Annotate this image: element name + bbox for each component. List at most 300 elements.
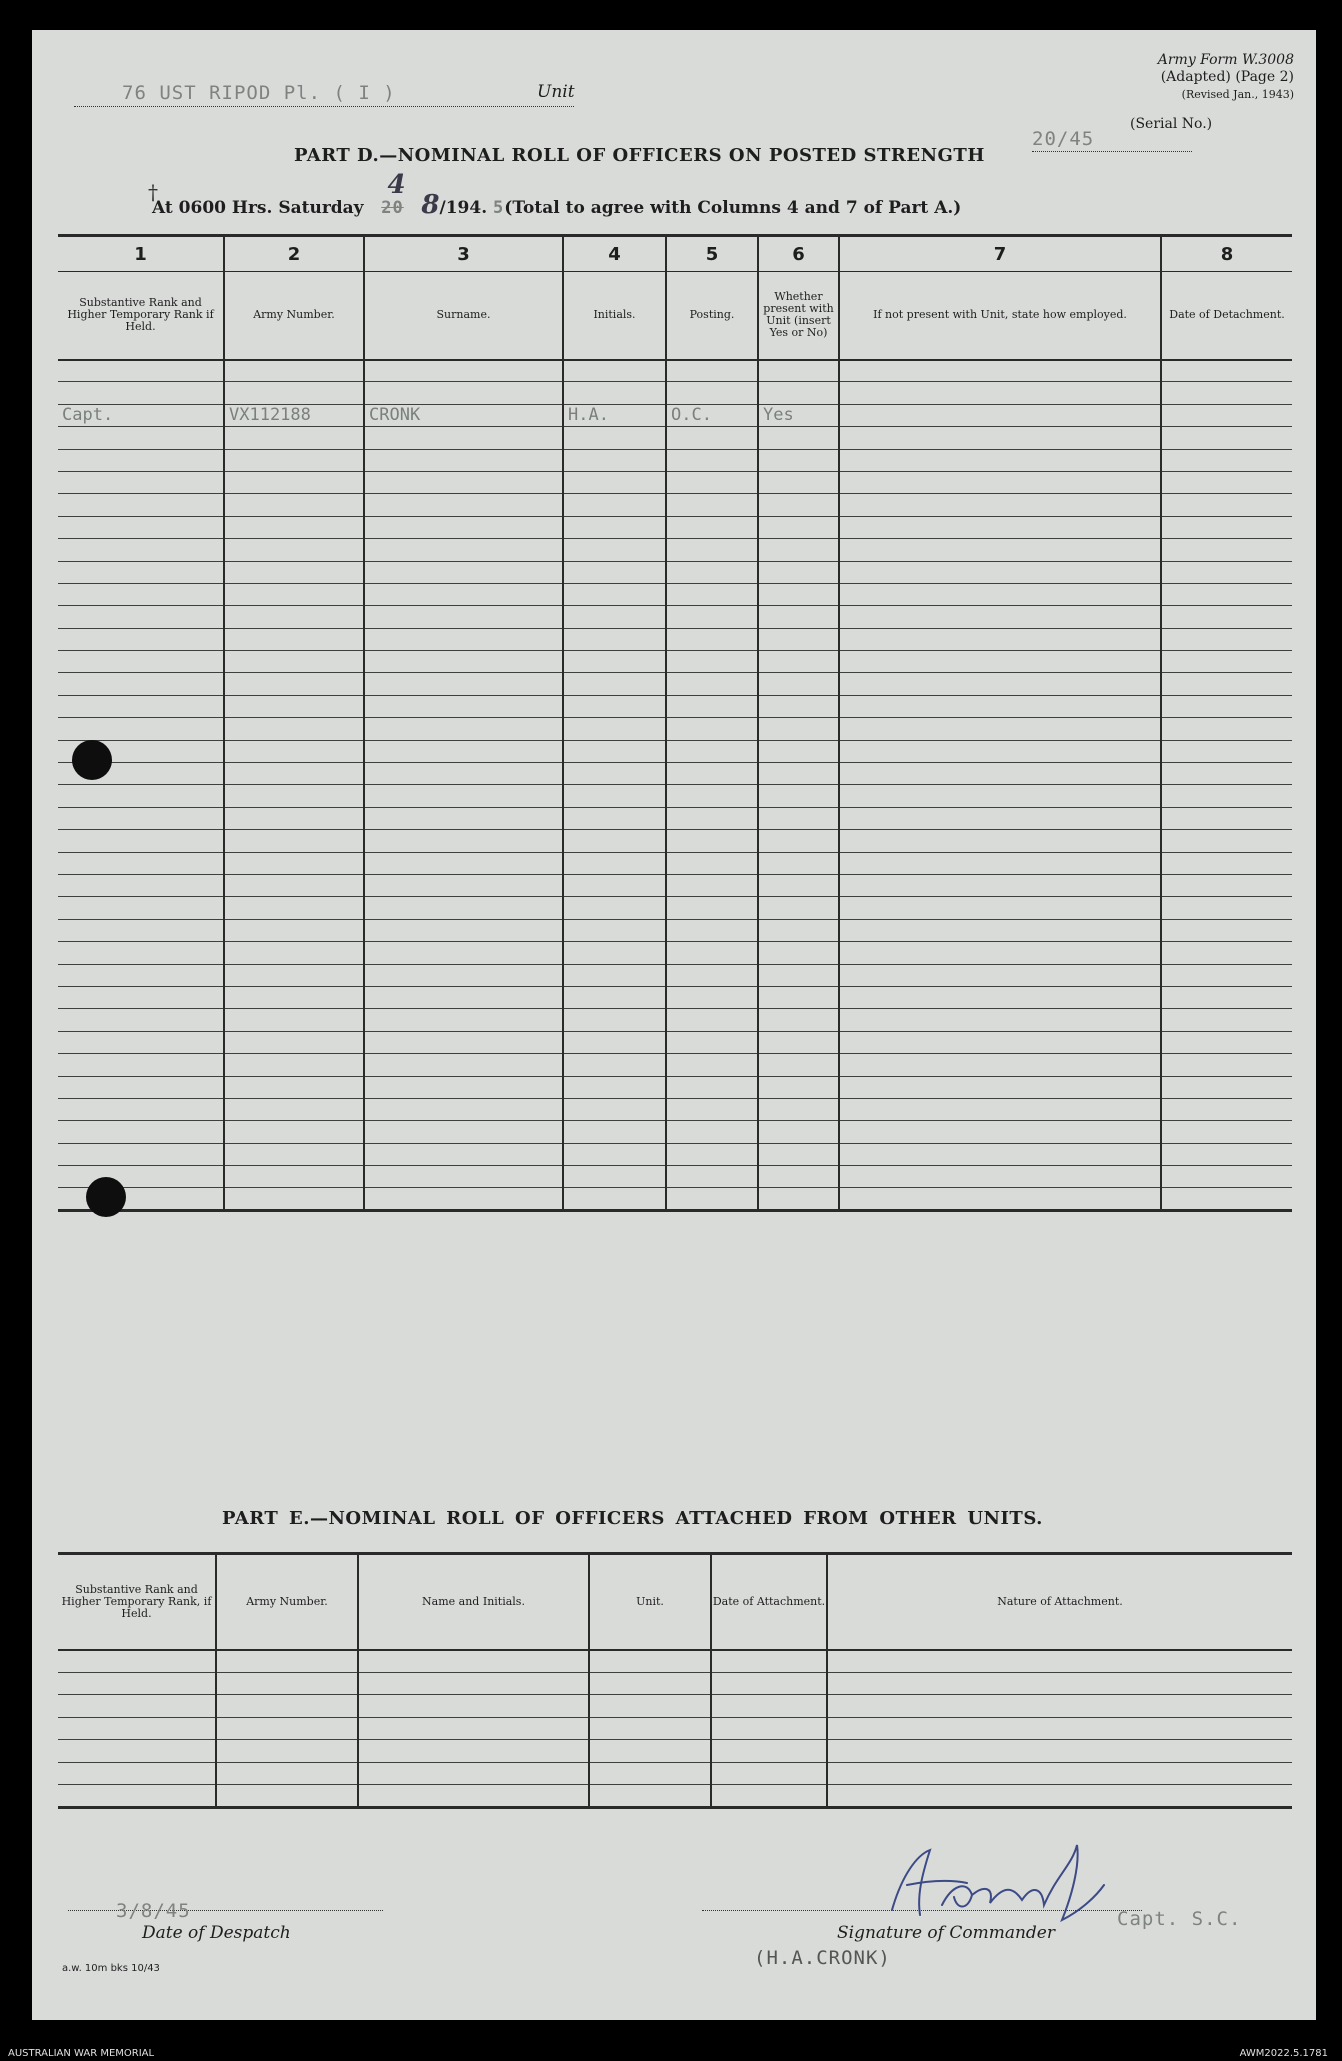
table-cell bbox=[58, 942, 224, 964]
table-row bbox=[58, 539, 1292, 561]
table-cell bbox=[358, 1740, 589, 1763]
table-cell bbox=[563, 830, 666, 852]
table-cell bbox=[1161, 583, 1292, 605]
table-cell bbox=[364, 1054, 563, 1076]
column-number: 6 bbox=[758, 236, 839, 272]
column-header: Date of Attachment. bbox=[711, 1554, 827, 1650]
table-cell bbox=[758, 740, 839, 762]
table-cell bbox=[758, 651, 839, 673]
table-cell bbox=[364, 561, 563, 583]
table-cell bbox=[224, 695, 364, 717]
table-row bbox=[58, 718, 1292, 740]
table-cell bbox=[364, 1166, 563, 1188]
table-cell bbox=[666, 807, 758, 829]
table-cell bbox=[711, 1785, 827, 1808]
table-row bbox=[58, 785, 1292, 807]
table-cell bbox=[666, 1188, 758, 1210]
table-cell bbox=[224, 785, 364, 807]
table-cell bbox=[364, 695, 563, 717]
table-cell bbox=[666, 919, 758, 941]
table-cell bbox=[58, 1650, 216, 1673]
table-cell bbox=[839, 404, 1161, 426]
column-header: Posting. bbox=[666, 272, 758, 360]
table-cell bbox=[224, 1009, 364, 1031]
table-row bbox=[58, 1762, 1292, 1785]
table-cell bbox=[563, 897, 666, 919]
table-row bbox=[58, 986, 1292, 1008]
table-cell bbox=[58, 1740, 216, 1763]
table-cell bbox=[1161, 471, 1292, 493]
table-row bbox=[58, 874, 1292, 896]
table-cell bbox=[58, 1098, 224, 1120]
table-cell bbox=[666, 583, 758, 605]
table-cell bbox=[563, 628, 666, 650]
table-cell bbox=[589, 1762, 711, 1785]
table-cell bbox=[58, 471, 224, 493]
table-row bbox=[58, 449, 1292, 471]
table-cell bbox=[58, 919, 224, 941]
table-row bbox=[58, 763, 1292, 785]
column-header: Substantive Rank and Higher Temporary Rank if Held. bbox=[58, 272, 224, 360]
unit-typed: 76 UST RIPOD Pl. ( I ) bbox=[122, 82, 396, 104]
table-cell bbox=[1161, 628, 1292, 650]
table-cell bbox=[58, 1166, 224, 1188]
column-header: Substantive Rank and Higher Temporary Rank, if Held. bbox=[58, 1554, 216, 1650]
table-cell bbox=[839, 1031, 1161, 1053]
date-line bbox=[152, 170, 962, 220]
table-cell bbox=[563, 1009, 666, 1031]
table-cell bbox=[666, 449, 758, 471]
table-cell bbox=[839, 830, 1161, 852]
column-header-row bbox=[58, 1554, 1292, 1650]
table-cell bbox=[364, 382, 563, 404]
table-cell bbox=[711, 1717, 827, 1740]
table-cell bbox=[589, 1672, 711, 1695]
form-number: Army Form W.3008 bbox=[1157, 52, 1294, 68]
table-cell bbox=[224, 1188, 364, 1210]
day-handwritten: 4 bbox=[387, 170, 406, 200]
table-cell bbox=[364, 942, 563, 964]
table-cell bbox=[1161, 673, 1292, 695]
archive-credit: AUSTRALIAN WAR MEMORIAL bbox=[8, 2048, 155, 2059]
table-cell bbox=[666, 1009, 758, 1031]
table-cell bbox=[666, 1166, 758, 1188]
table-row bbox=[58, 919, 1292, 941]
table-cell bbox=[563, 1076, 666, 1098]
table-cell bbox=[827, 1717, 1292, 1740]
table-cell bbox=[224, 1098, 364, 1120]
table-cell bbox=[1161, 561, 1292, 583]
table-cell bbox=[666, 785, 758, 807]
table-row bbox=[58, 1672, 1292, 1695]
table-cell bbox=[364, 516, 563, 538]
table-cell bbox=[364, 964, 563, 986]
part-d-table bbox=[58, 234, 1292, 1212]
table-cell bbox=[224, 1166, 364, 1188]
table-cell bbox=[711, 1695, 827, 1718]
table-cell bbox=[358, 1672, 589, 1695]
table-cell bbox=[839, 360, 1161, 382]
table-cell: VX112188 bbox=[224, 404, 364, 426]
despatch-date: 3/8/45 bbox=[116, 1900, 191, 1922]
table-row bbox=[58, 1695, 1292, 1718]
table-cell bbox=[224, 763, 364, 785]
table-cell bbox=[563, 1098, 666, 1120]
table-row bbox=[58, 471, 1292, 493]
table-cell bbox=[666, 1098, 758, 1120]
table-cell bbox=[364, 449, 563, 471]
table-cell bbox=[839, 1166, 1161, 1188]
table-cell bbox=[758, 830, 839, 852]
table-cell bbox=[711, 1672, 827, 1695]
table-cell bbox=[58, 1009, 224, 1031]
table-cell bbox=[1161, 427, 1292, 449]
table-cell bbox=[758, 1076, 839, 1098]
table-cell bbox=[666, 628, 758, 650]
table-cell bbox=[666, 494, 758, 516]
table-cell bbox=[58, 1785, 216, 1808]
table-row bbox=[58, 1188, 1292, 1210]
table-cell bbox=[589, 1740, 711, 1763]
table-cell bbox=[1161, 919, 1292, 941]
table-cell bbox=[666, 1076, 758, 1098]
signature-label: Signature of Commander bbox=[837, 1923, 1055, 1943]
table-cell bbox=[224, 673, 364, 695]
table-cell bbox=[224, 539, 364, 561]
table-cell bbox=[563, 763, 666, 785]
table-cell bbox=[224, 449, 364, 471]
table-cell bbox=[563, 1054, 666, 1076]
table-cell bbox=[563, 807, 666, 829]
table-row bbox=[58, 830, 1292, 852]
table-cell bbox=[1161, 942, 1292, 964]
table-cell bbox=[58, 986, 224, 1008]
table-cell bbox=[758, 964, 839, 986]
table-cell bbox=[839, 1076, 1161, 1098]
table-cell bbox=[666, 516, 758, 538]
table-cell bbox=[839, 919, 1161, 941]
table-cell bbox=[224, 852, 364, 874]
table-cell bbox=[839, 382, 1161, 404]
column-number: 7 bbox=[839, 236, 1161, 272]
table-row bbox=[58, 404, 1292, 426]
table-cell bbox=[589, 1717, 711, 1740]
table-cell bbox=[758, 718, 839, 740]
table-cell bbox=[589, 1650, 711, 1673]
commander-rank: Capt. S.C. bbox=[1117, 1908, 1242, 1930]
table-cell bbox=[839, 852, 1161, 874]
table-cell bbox=[563, 516, 666, 538]
table-cell bbox=[1161, 830, 1292, 852]
table-row bbox=[58, 942, 1292, 964]
table-cell bbox=[224, 897, 364, 919]
form-adapted: (Adapted) (Page 2) bbox=[1160, 69, 1294, 85]
table-row bbox=[58, 561, 1292, 583]
tick-mark-icon: † bbox=[148, 180, 158, 204]
table-cell bbox=[1161, 382, 1292, 404]
table-cell bbox=[839, 897, 1161, 919]
table-cell bbox=[563, 673, 666, 695]
table-row bbox=[58, 1076, 1292, 1098]
table-cell bbox=[1161, 360, 1292, 382]
table-cell bbox=[58, 1762, 216, 1785]
punch-hole bbox=[72, 740, 112, 780]
table-cell bbox=[358, 1762, 589, 1785]
table-cell bbox=[827, 1672, 1292, 1695]
table-cell bbox=[758, 427, 839, 449]
table-cell bbox=[224, 561, 364, 583]
table-cell bbox=[1161, 1143, 1292, 1165]
table-cell bbox=[224, 628, 364, 650]
table-cell bbox=[839, 516, 1161, 538]
table-cell bbox=[839, 942, 1161, 964]
table-cell bbox=[364, 785, 563, 807]
at-text: At 0600 Hrs. Saturday bbox=[152, 198, 364, 218]
table-cell bbox=[827, 1650, 1292, 1673]
table-cell bbox=[216, 1695, 358, 1718]
table-cell bbox=[563, 986, 666, 1008]
table-cell bbox=[364, 360, 563, 382]
column-header: If not present with Unit, state how employed. bbox=[839, 272, 1161, 360]
table-cell bbox=[666, 763, 758, 785]
table-cell bbox=[1161, 1054, 1292, 1076]
table-row bbox=[58, 494, 1292, 516]
table-cell bbox=[216, 1785, 358, 1808]
table-cell bbox=[1161, 852, 1292, 874]
table-row bbox=[58, 360, 1292, 382]
table-cell bbox=[758, 382, 839, 404]
table-cell bbox=[1161, 1188, 1292, 1210]
table-cell bbox=[224, 1031, 364, 1053]
table-cell bbox=[563, 651, 666, 673]
table-cell bbox=[58, 382, 224, 404]
table-cell bbox=[224, 964, 364, 986]
serial-typed: 20/45 bbox=[1032, 128, 1095, 150]
table-cell bbox=[563, 695, 666, 717]
table-cell bbox=[358, 1695, 589, 1718]
table-cell bbox=[758, 1054, 839, 1076]
table-cell bbox=[839, 763, 1161, 785]
table-cell bbox=[666, 740, 758, 762]
table-cell bbox=[1161, 740, 1292, 762]
table-cell bbox=[563, 1188, 666, 1210]
table-cell bbox=[1161, 1166, 1292, 1188]
table-cell bbox=[839, 427, 1161, 449]
table-cell bbox=[666, 964, 758, 986]
table-cell bbox=[216, 1762, 358, 1785]
table-cell bbox=[224, 919, 364, 941]
table-cell bbox=[589, 1695, 711, 1718]
table-cell bbox=[1161, 807, 1292, 829]
table-cell bbox=[364, 606, 563, 628]
table-cell bbox=[1161, 718, 1292, 740]
table-cell bbox=[1161, 606, 1292, 628]
table-cell bbox=[58, 427, 224, 449]
table-cell bbox=[839, 785, 1161, 807]
table-cell bbox=[364, 494, 563, 516]
table-row bbox=[58, 1121, 1292, 1143]
table-cell bbox=[563, 874, 666, 896]
table-cell bbox=[1161, 785, 1292, 807]
table-cell bbox=[758, 1098, 839, 1120]
table-cell bbox=[358, 1717, 589, 1740]
table-cell bbox=[839, 1143, 1161, 1165]
table-cell bbox=[758, 516, 839, 538]
table-cell bbox=[58, 1672, 216, 1695]
table-cell bbox=[758, 807, 839, 829]
table-cell bbox=[666, 651, 758, 673]
table-cell bbox=[563, 1166, 666, 1188]
table-cell bbox=[364, 539, 563, 561]
table-cell bbox=[666, 427, 758, 449]
table-cell bbox=[839, 807, 1161, 829]
table-cell bbox=[563, 942, 666, 964]
table-cell bbox=[58, 830, 224, 852]
table-row bbox=[58, 651, 1292, 673]
table-cell bbox=[563, 919, 666, 941]
column-number: 5 bbox=[666, 236, 758, 272]
table-cell bbox=[839, 1054, 1161, 1076]
table-cell bbox=[224, 740, 364, 762]
year-typed: 5 bbox=[493, 198, 505, 218]
table-cell bbox=[224, 807, 364, 829]
table-cell bbox=[758, 785, 839, 807]
table-cell bbox=[224, 1054, 364, 1076]
table-row bbox=[58, 695, 1292, 717]
table-row bbox=[58, 1717, 1292, 1740]
table-cell bbox=[758, 628, 839, 650]
column-header: Surname. bbox=[364, 272, 563, 360]
table-cell bbox=[839, 1009, 1161, 1031]
table-cell bbox=[364, 583, 563, 605]
table-cell bbox=[1161, 763, 1292, 785]
table-cell bbox=[563, 427, 666, 449]
table-cell bbox=[711, 1762, 827, 1785]
table-cell bbox=[666, 1121, 758, 1143]
table-cell bbox=[58, 1076, 224, 1098]
table-cell bbox=[758, 1143, 839, 1165]
table-cell bbox=[839, 471, 1161, 493]
column-number-row bbox=[58, 236, 1292, 272]
table-cell bbox=[666, 1143, 758, 1165]
table-cell bbox=[666, 382, 758, 404]
table-cell bbox=[563, 583, 666, 605]
table-cell bbox=[563, 471, 666, 493]
table-cell bbox=[839, 1188, 1161, 1210]
table-cell bbox=[1161, 1076, 1292, 1098]
table-cell bbox=[58, 673, 224, 695]
table-cell bbox=[1161, 1121, 1292, 1143]
table-cell bbox=[758, 494, 839, 516]
table-cell bbox=[839, 628, 1161, 650]
table-cell bbox=[364, 1009, 563, 1031]
form-sheet bbox=[32, 30, 1316, 2020]
table-cell bbox=[216, 1740, 358, 1763]
year-text: /194. bbox=[439, 198, 488, 218]
table-cell bbox=[364, 830, 563, 852]
table-cell bbox=[58, 628, 224, 650]
table-cell bbox=[58, 807, 224, 829]
column-header: Whether present with Unit (insert Yes or No) bbox=[758, 272, 839, 360]
table-cell bbox=[563, 382, 666, 404]
table-cell bbox=[224, 718, 364, 740]
table-cell bbox=[563, 718, 666, 740]
table-cell bbox=[58, 1031, 224, 1053]
table-cell: Yes bbox=[758, 404, 839, 426]
table-cell bbox=[666, 718, 758, 740]
table-cell bbox=[563, 785, 666, 807]
table-row bbox=[58, 1650, 1292, 1673]
table-cell bbox=[224, 1121, 364, 1143]
table-cell bbox=[358, 1785, 589, 1808]
table-cell bbox=[58, 852, 224, 874]
table-cell bbox=[666, 539, 758, 561]
table-cell bbox=[666, 471, 758, 493]
table-cell bbox=[58, 874, 224, 896]
column-header: Initials. bbox=[563, 272, 666, 360]
table-cell bbox=[358, 1650, 589, 1673]
table-cell bbox=[364, 1143, 563, 1165]
table-cell bbox=[58, 695, 224, 717]
table-cell bbox=[364, 763, 563, 785]
table-cell bbox=[224, 360, 364, 382]
table-cell bbox=[666, 986, 758, 1008]
table-cell bbox=[58, 606, 224, 628]
table-cell bbox=[58, 516, 224, 538]
commander-name: (H.A.CRONK) bbox=[754, 1947, 891, 1969]
table-cell bbox=[666, 874, 758, 896]
table-cell bbox=[58, 1121, 224, 1143]
table-cell bbox=[758, 763, 839, 785]
table-row bbox=[58, 606, 1292, 628]
table-row bbox=[58, 427, 1292, 449]
table-cell bbox=[758, 449, 839, 471]
table-cell bbox=[1161, 1031, 1292, 1053]
column-number: 1 bbox=[58, 236, 224, 272]
table-row bbox=[58, 1143, 1292, 1165]
table-cell bbox=[758, 583, 839, 605]
table-cell bbox=[224, 651, 364, 673]
table-cell bbox=[563, 539, 666, 561]
despatch-label: Date of Despatch bbox=[142, 1923, 291, 1943]
table-cell bbox=[364, 874, 563, 896]
table-cell bbox=[563, 964, 666, 986]
table-row bbox=[58, 807, 1292, 829]
archive-ref: AWM2022.5.1781 bbox=[1239, 2048, 1328, 2059]
table-row bbox=[58, 1740, 1292, 1763]
table-cell bbox=[711, 1650, 827, 1673]
total-text: (Total to agree with Columns 4 and 7 of Part A.) bbox=[504, 198, 962, 218]
table-cell bbox=[758, 673, 839, 695]
table-cell bbox=[758, 919, 839, 941]
table-cell bbox=[758, 695, 839, 717]
table-cell bbox=[364, 919, 563, 941]
table-cell bbox=[1161, 695, 1292, 717]
table-cell bbox=[224, 427, 364, 449]
table-cell bbox=[563, 1031, 666, 1053]
table-cell bbox=[364, 740, 563, 762]
table-cell bbox=[589, 1785, 711, 1808]
table-cell bbox=[216, 1717, 358, 1740]
table-cell bbox=[58, 539, 224, 561]
table-cell bbox=[364, 852, 563, 874]
table-cell bbox=[224, 516, 364, 538]
table-cell bbox=[1161, 986, 1292, 1008]
table-cell bbox=[563, 561, 666, 583]
table-cell bbox=[216, 1650, 358, 1673]
table-cell bbox=[666, 695, 758, 717]
table-cell bbox=[1161, 539, 1292, 561]
